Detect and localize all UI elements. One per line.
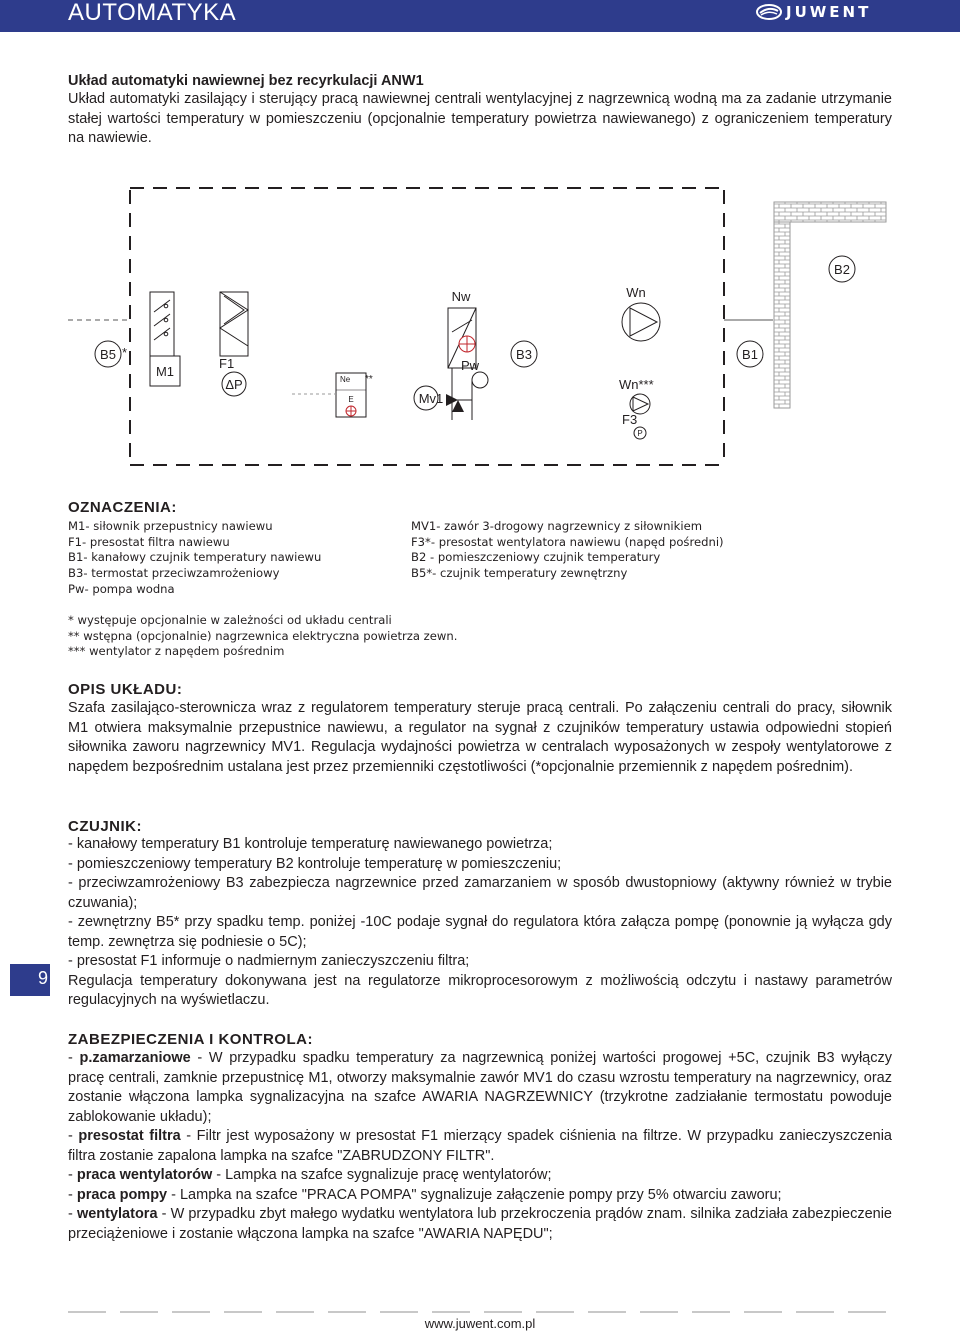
page-header [0, 0, 960, 32]
zabezp-item [68, 1166, 892, 1186]
logo-text: JUWENT [786, 3, 872, 21]
sensor-b5 [95, 341, 127, 367]
legend-item: M1- siłownik przepustnicy nawiewu [68, 519, 273, 533]
label-ne-stars: ** [365, 374, 373, 385]
label-nw: Nw [451, 289, 471, 304]
footnote: ** wstępna (opcjonalnie) nagrzewnica elektryczna powietrza zewn. [68, 628, 458, 643]
zabezp-item [68, 1127, 892, 1166]
item-keyword: presostat filtra [78, 1128, 181, 1144]
fan-wn [619, 285, 660, 439]
label-wn3: Wn*** [619, 377, 654, 392]
header-title: AUTOMATYKA [68, 0, 237, 26]
item-dash: - [68, 1167, 77, 1183]
juwent-logo [756, 4, 871, 20]
label-dp: ΔP [225, 377, 243, 392]
czujnik-line: - presostat F1 informuje o nadmiernym zanieczyszczeniu filtra; [68, 953, 470, 969]
label-ne: Ne [340, 375, 351, 384]
item-dash: - [68, 1128, 79, 1144]
legend-title: OZNACZENIA: [68, 499, 177, 516]
page-number-tab [10, 964, 50, 996]
juwent-logo-icon [756, 4, 782, 20]
filter-f1 [219, 292, 248, 396]
label-b5: B5 [100, 347, 116, 362]
item-keyword: praca pompy [76, 1186, 168, 1203]
footnote: * występuje opcjonalnie w zależności od układu centrali [68, 613, 392, 627]
item-text: - Lampka na szafce sygnalizuje pracę wentylatorów; [212, 1167, 552, 1183]
label-f3: F3 [622, 412, 638, 427]
czujnik-title: CZUJNIK: [68, 818, 142, 835]
legend-item: F3*- presostat wentylatora nawiewu (napęd pośredni) [411, 534, 724, 549]
label-m1: M1 [155, 364, 175, 379]
legend-item: B5*- czujnik temperatury zewnętrzny [411, 566, 628, 581]
label-pw: Pw [461, 358, 480, 373]
label-b3: B3 [516, 347, 532, 362]
automation-diagram [68, 180, 898, 480]
label-wn: Wn [626, 285, 646, 300]
czujnik-line: - kanałowy temperatury B1 kontroluje temperaturę nawiewanego powietrza; [68, 836, 553, 852]
item-text: - Filtr jest wyposażony w presostat F1 mierzący spadek ciśnienia na filtrze. W przypadku zanieczyszczenia filtra zostanie zapalona lampka na szafce "ZABRUDZONY FILTR". [68, 1128, 892, 1164]
section-title: Układ automatyki nawiewnej bez recyrkulacji ANW1 [68, 73, 424, 89]
item-dash: - [68, 1206, 77, 1222]
opis-title: OPIS UKŁADU: [68, 681, 183, 698]
label-f3-p: P [637, 429, 643, 438]
item-text: - Lampka na szafce "PRACA POMPA" sygnalizuje załączenie pompy przy 5% otwarciu zaworu; [167, 1186, 782, 1203]
room-wall [774, 202, 886, 408]
czujnik-line: Regulacja temperatury dokonywana jest na regulatorze mikroprocesorowym z możliwością odczytu i nastawy parametrów regulacyjnych na wyświetlaczu. [68, 972, 892, 1008]
zabezp-title: ZABEZPIECZENIA I KONTROLA: [68, 1031, 313, 1048]
legend-right [411, 519, 724, 582]
item-keyword: p.zamarzaniowe [79, 1050, 191, 1066]
item-text: - W przypadku spadku temperatury za nagrzewnicą poniżej wartości progowej +5C, czujnik B3 wyłączy pracę centrali, zamknie przepustnicę M1, otworzy maksymalnie zawór MV1 do czasu wzrostu temperatury na nagrzewnicy, oraz zostanie włączona lampka sygnalizacyjna na szafce AWARIA NAGRZEWNICY (trzykrotne zadziałanie termostatu powoduje zablokowanie układu); [68, 1050, 892, 1125]
item-keyword: praca wentylatorów [76, 1167, 213, 1183]
label-f1: F1 [219, 356, 235, 371]
sensor-b1 [737, 341, 763, 367]
label-mv1: Mv1 [418, 391, 444, 406]
sensor-b3 [511, 341, 537, 367]
item-keyword: wentylatora [76, 1206, 158, 1222]
water-heater-nw [414, 289, 488, 420]
label-b1: B1 [742, 347, 758, 362]
electric-heater-ne [292, 373, 373, 417]
legend-item: B2 - pomieszczeniowy czujnik temperatury [411, 550, 661, 565]
legend-item: Pw- pompa wodna [68, 581, 175, 596]
zabezp-item [68, 1186, 892, 1206]
footer-url[interactable]: www.juwent.com.pl [424, 1316, 536, 1331]
footnote: *** wentylator z napędem pośrednim [68, 644, 285, 659]
czujnik-line: - przeciwzamrożeniowy B3 zabezpiecza nagrzewnice przed zamarzaniem w sposób dwustopniowy (aktywny również w trybie czuwania); [68, 875, 892, 911]
legend-left [68, 519, 321, 598]
label-b2: B2 [834, 262, 850, 277]
czujnik-line: - zewnętrzny B5* przy spadku temp. poniżej -10C podaje sygnał do regulatora która załącza pompę (ponownie ją wyłącza gdy temp. zewnętrza się podniesie o 5C); [68, 914, 892, 950]
legend-item: B1- kanałowy czujnik temperatury nawiewu [68, 550, 322, 565]
legend-item: MV1- zawór 3-drogowy nagrzewnicy z siłownikiem [411, 519, 703, 533]
legend-item: F1- presostat filtra nawiewu [68, 534, 230, 549]
czujnik-list [68, 835, 892, 1011]
sensor-b2 [829, 256, 855, 282]
damper-m1 [150, 292, 180, 386]
intro-paragraph: Układ automatyki zasilający i sterujący pracą nawiewnej centrali wentylacyjnej z nagrzewnicą wodną ma za zadanie utrzymanie stałej wartości temperatury w pomieszczeniu (opcjonalnie temperatury powietrza nawiewanego) z ograniczeniem temperatury na nawiewie. [68, 91, 892, 146]
legend-item: B3- termostat przeciwzamrożeniowy [68, 566, 280, 581]
label-ne-e: E [348, 395, 354, 404]
opis-paragraph: Szafa zasilająco-sterownicza wraz z regulatorem temperatury steruje pracą centrali. Po załączeniu centrali do pracy, siłownik M1 otwiera maksymalnie przepustnice nawiewu, a regulator na sygnał z czujników temperatury ustawia odpowiedni stopień siłownika zaworu nagrzewnicy MV1. Regulacja wydajności powietrza w centralach wyposażonych w zespoły wentylatorowe z napędem bezpośrednim ustalana jest przez przemienniki częstotliwości (*opcjonalnie przemiennik z napędem pośrednim). [68, 700, 892, 775]
item-dash: - [68, 1050, 80, 1066]
footnotes [68, 613, 457, 660]
item-dash: - [68, 1186, 77, 1203]
zabezp-item [68, 1049, 892, 1127]
item-text: - W przypadku zbyt małego wydatku wentylatora lub przekroczenia prądów znam. silnika zadziała zabezpieczenie przeciążeniowe i zostanie włączona lampka na szafce "AWARIA NAPĘDU"; [68, 1206, 892, 1242]
czujnik-line: - pomieszczeniowy temperatury B2 kontroluje temperaturę w pomieszczeniu; [68, 855, 562, 872]
label-b5-star: * [122, 345, 128, 360]
zabezp-list [68, 1049, 892, 1244]
zabezp-item [68, 1205, 892, 1244]
page-number: 9 [38, 968, 49, 988]
